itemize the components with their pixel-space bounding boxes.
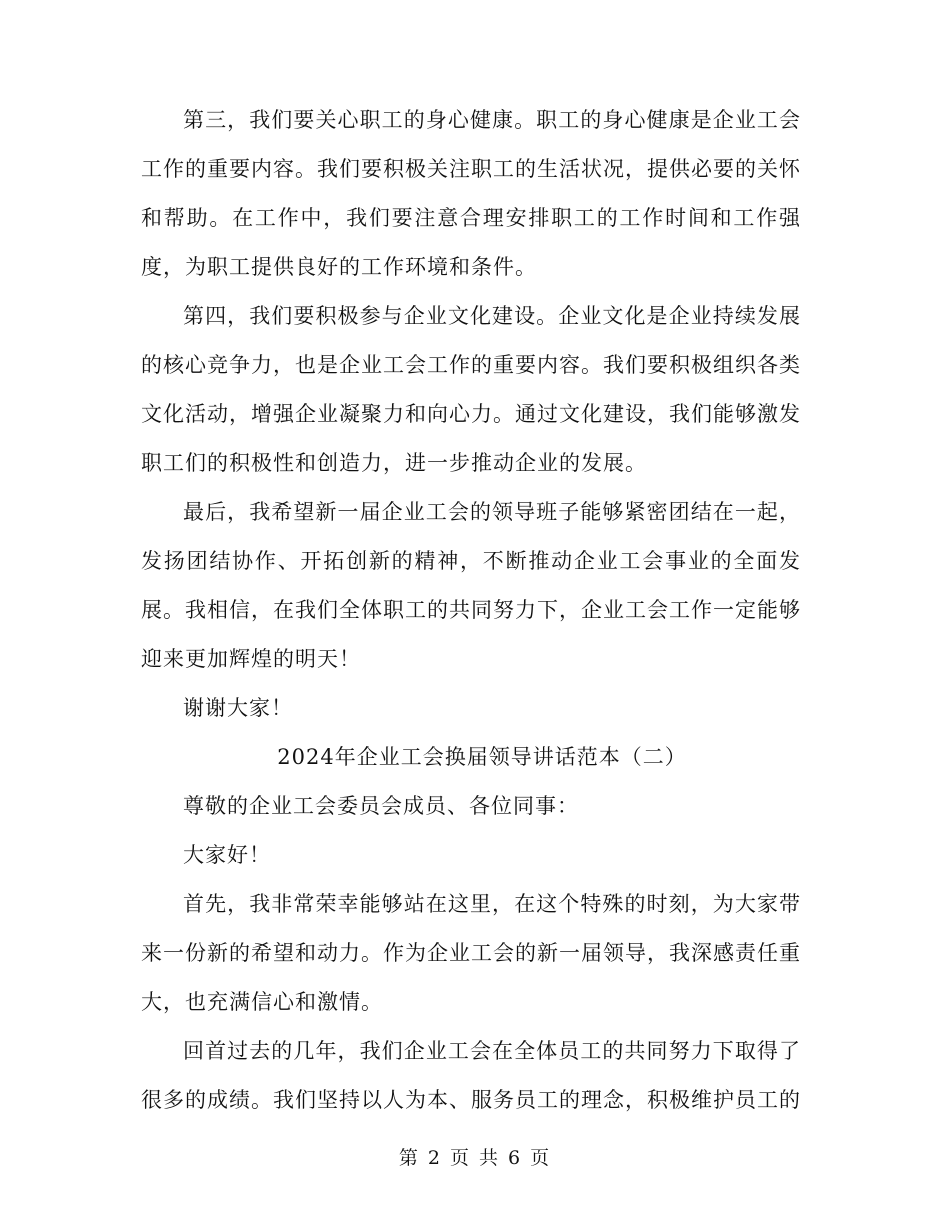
paragraph-conclusion: 最后，我希望新一届企业工会的领导班子能够紧密团结在一起，发扬团结协作、开拓创新的精神，不断推动企业工会事业的全面发展。我相信，在我们全体职工的共同努力下，企业工会工作一定能够迎来更加辉煌的明天！ (141, 500, 801, 671)
paragraph-review: 回首过去的几年，我们企业工会在全体员工的共同努力下取得了很多的成绩。我们坚持以人为本、服务员工的理念，积极维护员工的 (141, 1039, 801, 1112)
paragraph-fourth-point: 第四，我们要积极参与企业文化建设。企业文化是企业持续发展的核心竞争力，也是企业工会工作的重要内容。我们要积极组织各类文化活动，增强企业凝聚力和向心力。通过文化建设，我们能够激发职工们的积极性和创造力，进一步推动企业的发展。 (141, 304, 801, 475)
page-number-footer: 第 2 页 共 6 页 (398, 1147, 552, 1169)
paragraph-greeting: 大家好！ (183, 843, 271, 867)
section-title: 2024年企业工会换届领导讲话范本（二） (277, 745, 687, 769)
paragraph-third-point: 第三，我们要关心职工的身心健康。职工的身心健康是企业工会工作的重要内容。我们要积极关注职工的生活状况，提供必要的关怀和帮助。在工作中，我们要注意合理安排职工的工作时间和工作强度，为职工提供良好的工作环境和条件。 (141, 108, 801, 279)
paragraph-thanks: 谢谢大家！ (183, 696, 293, 720)
document-body (141, 96, 801, 1125)
paragraph-salutation: 尊敬的企业工会委员会成员、各位同事： (183, 794, 579, 818)
paragraph-opening: 首先，我非常荣幸能够站在这里，在这个特殊的时刻，为大家带来一份新的希望和动力。作为企业工会的新一届领导，我深感责任重大，也充满信心和激情。 (141, 892, 801, 1014)
